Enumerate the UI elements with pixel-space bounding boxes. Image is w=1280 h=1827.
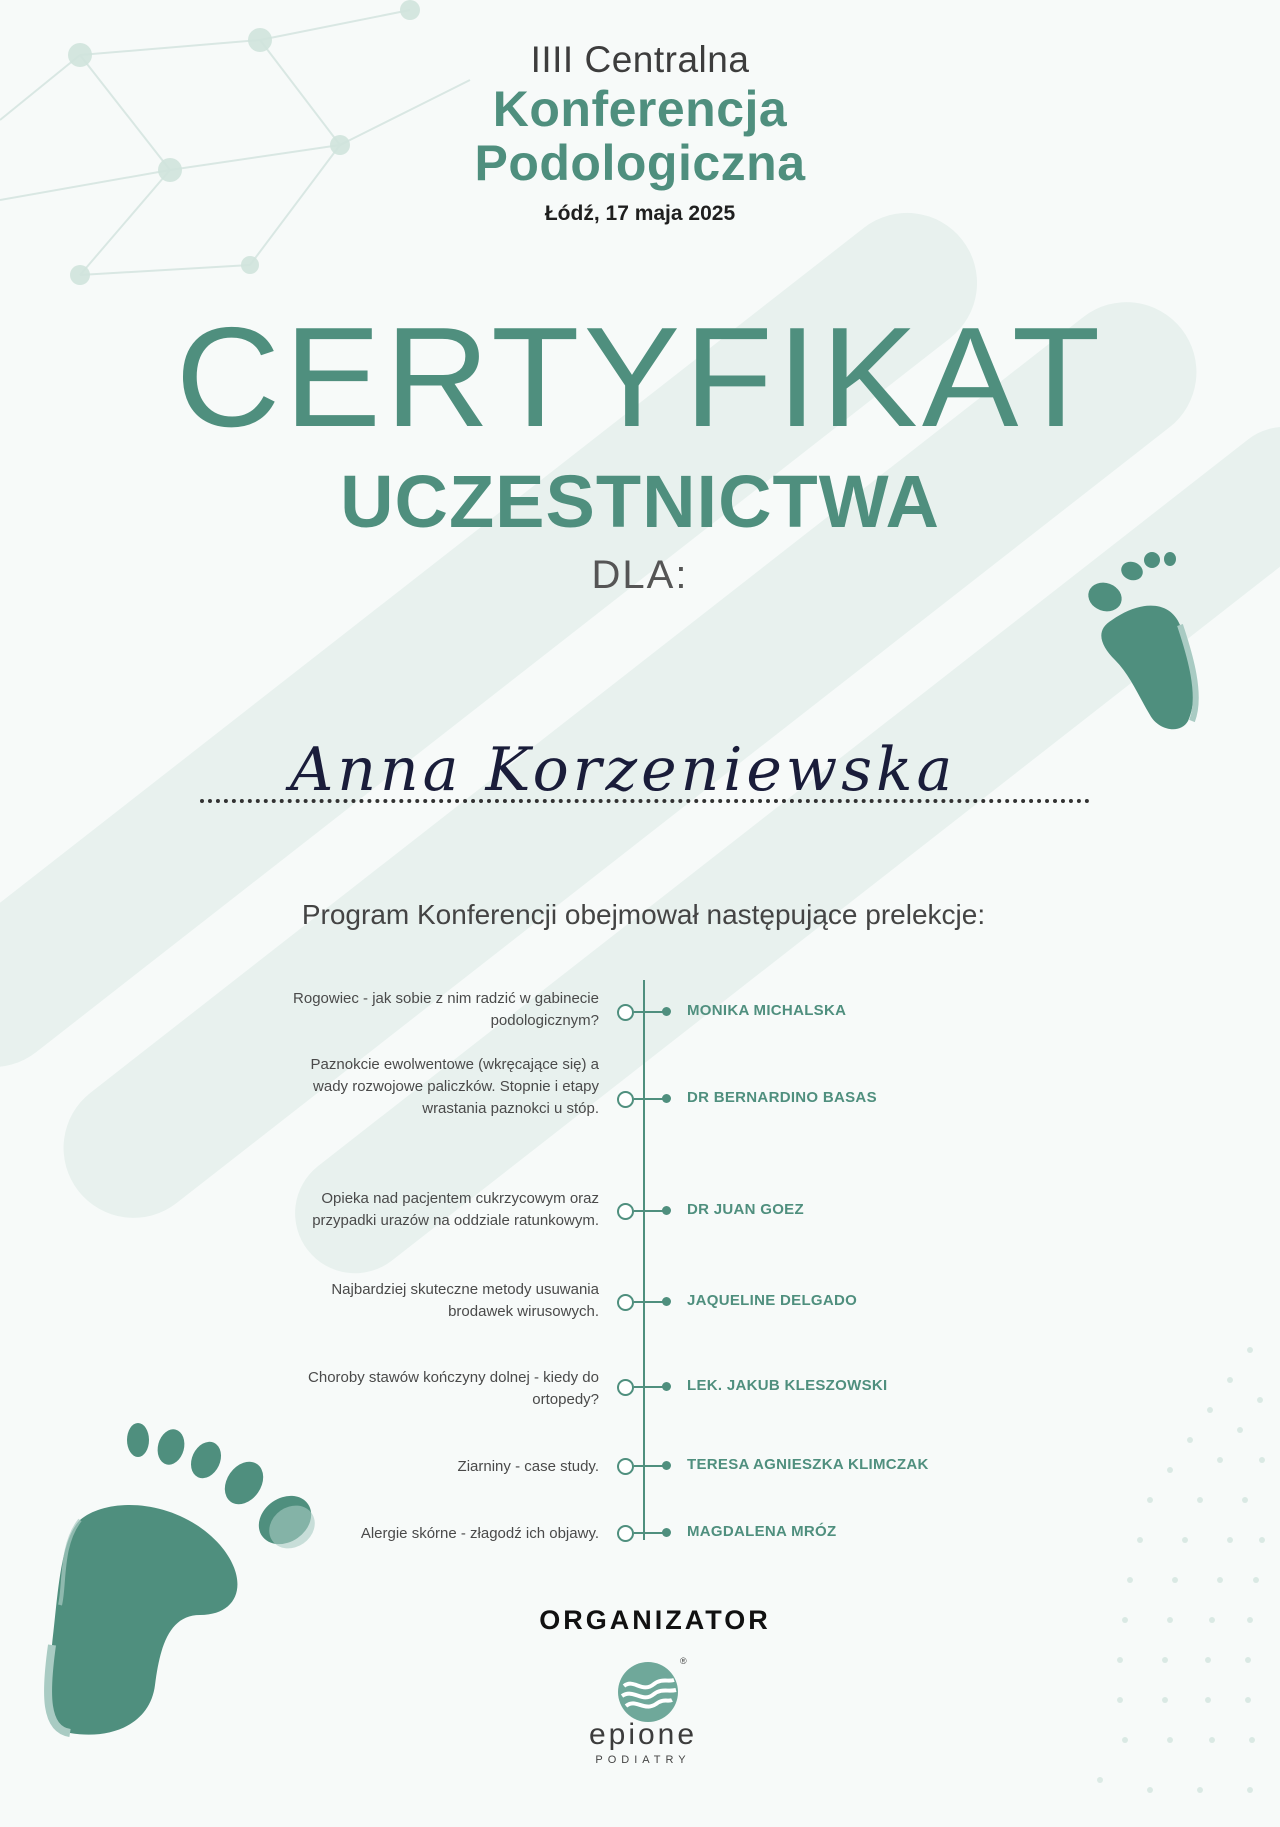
conference-header: [0, 38, 1280, 226]
timeline-node: [617, 1294, 634, 1311]
timeline-dot: [662, 1461, 671, 1470]
timeline-node: [617, 1203, 634, 1220]
organizer-subtitle: PODIATRY: [595, 1754, 691, 1766]
timeline-dot: [662, 1297, 671, 1306]
lecture-topic: Paznokcie ewolwentowe (wkręcające się) a wady rozwojowe paliczków. Stopnie i etapy wrastania paznokci u stóp.: [310, 1056, 599, 1117]
lecture-speaker: DR BERNARDINO BASAS: [687, 1089, 877, 1106]
timeline-node: [617, 1091, 634, 1108]
timeline-dot: [662, 1528, 671, 1537]
program-intro: Program Konferencji obejmował następujące prelekcje:: [301, 899, 986, 930]
footprint-icon: [1020, 545, 1205, 735]
certificate-title: CERTYFIKAT: [175, 298, 1105, 457]
conference-name-line2: Podologiczna: [474, 135, 806, 191]
lecture-topic: Choroby stawów kończyny dolnej - kiedy do ortopedy?: [308, 1369, 599, 1408]
lecture-topic: Alergie skórne - złagodź ich objawy.: [360, 1525, 599, 1542]
conference-date: Łódź, 17 maja 2025: [544, 202, 736, 225]
lecture-speaker: DR JUAN GOEZ: [687, 1201, 804, 1218]
organizer-label: ORGANIZATOR: [539, 1605, 771, 1635]
lecture-speaker: JAQUELINE DELGADO: [687, 1292, 858, 1309]
lecture-topic: Najbardziej skuteczne metody usuwania brodawek wirusowych.: [331, 1281, 599, 1320]
lecture-topic: Opieka nad pacjentem cukrzycowym oraz przypadki urazów na oddziale ratunkowym.: [312, 1190, 599, 1229]
lecture-speaker: MAGDALENA MRÓZ: [687, 1523, 837, 1540]
timeline-dot: [662, 1382, 671, 1391]
timeline-node: [617, 1525, 634, 1542]
timeline-line: [643, 980, 645, 1540]
certificate-for-label: DLA:: [591, 553, 689, 597]
name-dotted-line: [200, 799, 1090, 803]
timeline-dot: [662, 1094, 671, 1103]
footprint-icon: [40, 1415, 325, 1745]
lecture-topic: Ziarniny - case study.: [457, 1458, 599, 1475]
certificate-subtitle: UCZESTNICTWA: [340, 460, 940, 543]
lecture-speaker: LEK. JAKUB KLESZOWSKI: [687, 1377, 888, 1394]
conference-name-line1: Konferencja: [492, 81, 788, 137]
lecture-speaker: TERESA AGNIESZKA KLIMCZAK: [687, 1456, 929, 1473]
registered-mark: ®: [680, 1656, 687, 1666]
timeline-node: [617, 1458, 634, 1475]
conference-edition: IIII Centralna: [530, 39, 750, 80]
lecture-topic: Rogowiec - jak sobie z nim radzić w gabinecie podologicznym?: [293, 990, 599, 1029]
organizer-name: epione: [588, 1718, 698, 1751]
lecture-speaker: MONIKA MICHALSKA: [687, 1002, 847, 1019]
timeline-node: [617, 1379, 634, 1396]
participant-name: Anna Korzeniewska: [290, 735, 957, 805]
timeline-dot: [662, 1206, 671, 1215]
timeline-dot: [662, 1007, 671, 1016]
timeline-node: [617, 1004, 634, 1021]
